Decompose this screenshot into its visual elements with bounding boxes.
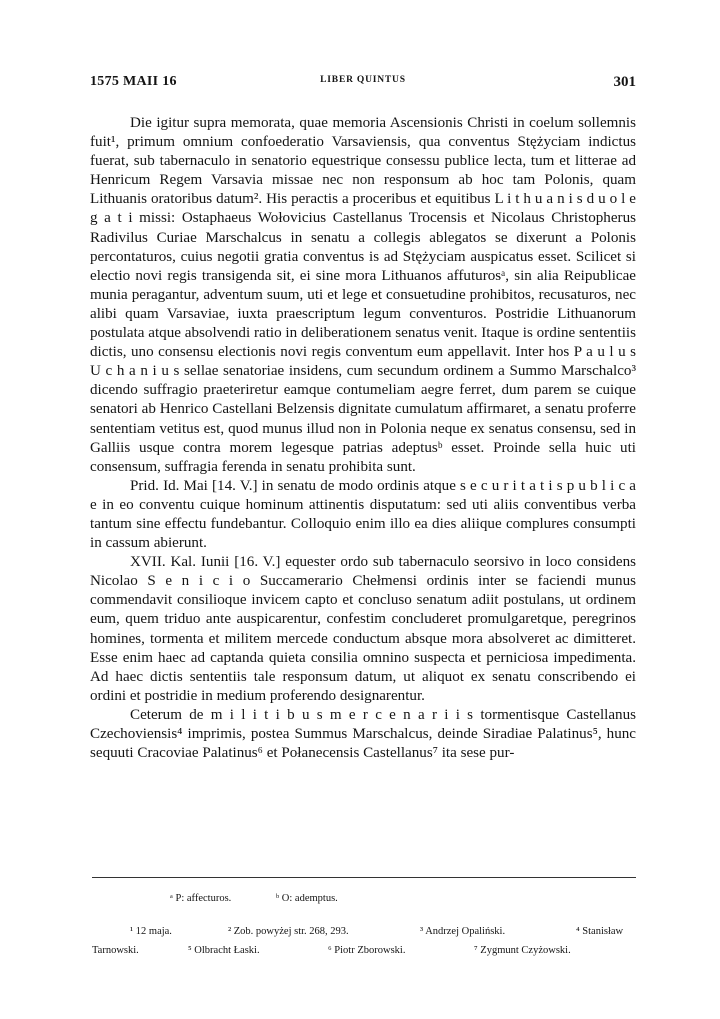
running-head <box>90 74 636 94</box>
header-date: 1575 MAII 16 <box>90 74 177 89</box>
footnote: ⁶ Piotr Zborowski. <box>328 945 406 956</box>
header-book-title: LIBER QUINTUS <box>320 75 406 85</box>
footnote-row <box>92 922 636 941</box>
textual-note: ᵃ P: affecturos. <box>170 893 232 904</box>
paragraph: Ceterum de m i l i t i b u s m e r c e n a r i i s tormentisque Castellanus Czechoviensis⁴ imprimis, postea Summus Marschalcus, deinde Siradiae Palatinus⁵, hunc sequuti Cracoviae Palatinus⁶ et Połanecensis Castellanus⁷ ita sese pur- <box>90 706 636 762</box>
footnotes <box>92 922 636 960</box>
footnote-divider <box>92 877 636 878</box>
footnote: ¹ 12 maja. <box>130 926 172 937</box>
footnote: ² Zob. powyżej str. 268, 293. <box>228 926 349 937</box>
textual-note: ᵇ O: ademptus. <box>275 893 338 904</box>
footnote: ³ Andrzej Opaliński. <box>420 926 506 937</box>
footnote: ⁴ Stanisław <box>576 926 624 937</box>
footnote: ⁵ Olbracht Łaski. <box>188 945 260 956</box>
footnote-row <box>92 941 636 960</box>
paragraph: XVII. Kal. Iunii [16. V.] equester ordo sub tabernaculo seorsivo in loco considens Nicolao S e n i c i o Succamerario Chełmensi ordinis inter se faciendi munus commendavit consilioque invicem capto et concluso senatum adiit postulans, ut ordinem eum, quem triduo ante auspicarentur, confestim concluderet promulgaretque, peregrinos homines, tormenta et militem mercede conductum absque mora absolveret ac dimitteret. Esse enim haec ad captanda quieta consilia omnino suspecta et perniciosa impedimenta. Ad haec dictis sententiis tale responsum datum, ut aliquot ex senatu conscribendo ei ordini et postridie in medium proferendo designarentur. <box>90 554 636 704</box>
footnote: Tarnowski. <box>92 945 139 956</box>
textual-notes <box>170 893 380 904</box>
footnote: ⁷ Zygmunt Czyżowski. <box>474 945 571 956</box>
paragraph: Die igitur supra memorata, quae memoria Ascensionis Christi in coelum sollemnis fuit¹, primum omnium confoederatio Varsaviensis, qua conventus Stężyciam indictus fuerat, sub tabernaculo in senatorio equestrique consessu publice lecta, tum et litterae ad Henricum Regem Varsavia missae nec non responsum ab hoc tam Polonis, quam Lithuanis oratoribus datum². His peractis a proceribus et equitibus L i t h u a n i s d u o l e g a t i missi: Ostaphaeus Wołovicius Castellanus Trocensis et Nicolaus Christopherus Radivilus Curiae Marschalcus in senatu a collegis ablegatos se dixerunt a Polonis percontaturos, cuius negotii gratia conventus is ad Stężyciam auspicatus esset. Scilicet si electio novi regis transigenda sit, ei sine mora Lithuanos affuturosᵃ, sin alia Reipublicae munia peragantur, adventum suum, uti et lege et consuetudine prohibitos, recusaturos, nec alibi quam Varsaviae, iuxta praescriptum legum conventuros. Postridie Lithuanorum postulata atque absolvendi ratio in deliberationem senatus venit. Itaque is ordine sententiis dictis, uno consensu electionis novi regis conventum eum appellavit. Inter hos P a u l u s U c h a n i u s sellae senatoriae insidens, cum secundum ordinem a Summo Marschalco³ dicendo suffragio praeteriretur eamque contumeliam aegre ferret, dum parem se cuique senatori ab Henrico Castellani Belzensis dignitate cumulatum affirmaret, a senatu proferre sententiam vetitus est, quod munus illud non in Polonia neque ex senatus consensu, sed in Galliis usque contra morem legesque patrias adeptusᵇ esset. Proinde sella huic uti consensum, suffragia ferenda in senatu prohibita sunt. <box>90 115 636 475</box>
main-text <box>90 114 636 763</box>
paragraph: Prid. Id. Mai [14. V.] in senatu de modo ordinis atque s e c u r i t a t i s p u b l i c a e in eo conventu cuique hominum attinentis disputatum: sed uti aliis conventibus verba tantum sine effectu fundebantur. Colloquio enim illo ea dies aliique complures consumpti in cassum abierunt. <box>90 477 636 552</box>
page-number: 301 <box>613 74 636 90</box>
